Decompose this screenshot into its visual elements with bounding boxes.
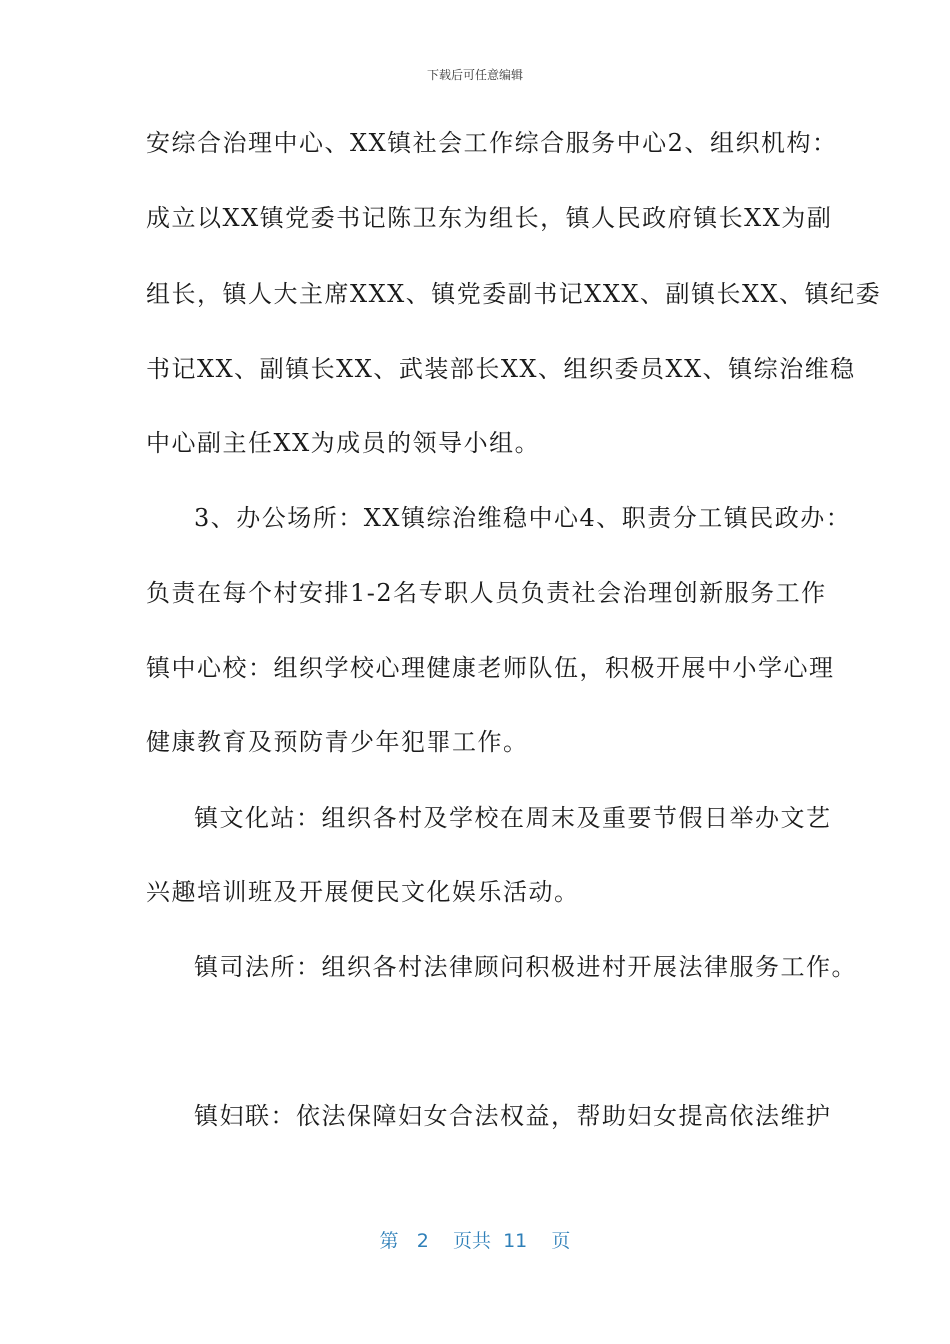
body-line-7: 负责在每个村安排1-2名专职人员负责社会治理创新服务工作 bbox=[146, 579, 827, 607]
body-line-8: 镇中心校：组织学校心理健康老师队伍，积极开展中小学心理 bbox=[146, 654, 835, 682]
body-line-13: 镇妇联：依法保障妇女合法权益，帮助妇女提高依法维护 bbox=[194, 1102, 832, 1130]
page-footer bbox=[0, 1226, 950, 1253]
header-note: 下载后可任意编辑 bbox=[426, 68, 523, 82]
footer-current-page: 2 bbox=[416, 1230, 429, 1252]
body-line-3: 组长，镇人大主席XXX、镇党委副书记XXX、副镇长XX、镇纪委 bbox=[146, 280, 882, 308]
footer-suffix: 页 bbox=[551, 1230, 571, 1252]
body-line-9: 健康教育及预防青少年犯罪工作。 bbox=[146, 728, 529, 756]
body-line-5: 中心副主任XX为成员的领导小组。 bbox=[146, 429, 541, 457]
footer-middle: 页共 bbox=[452, 1230, 491, 1252]
footer-total-pages: 11 bbox=[503, 1230, 528, 1252]
body-line-6: 3、办公场所：XX镇综治维稳中心4、职责分工镇民政办： bbox=[194, 504, 852, 532]
body-line-2: 成立以XX镇党委书记陈卫东为组长，镇人民政府镇长XX为副 bbox=[146, 204, 833, 232]
body-line-12: 镇司法所：组织各村法律顾问积极进村开展法律服务工作。 bbox=[194, 953, 857, 981]
body-line-4: 书记XX、副镇长XX、武装部长XX、组织委员XX、镇综治维稳 bbox=[146, 355, 856, 383]
body-line-10: 镇文化站：组织各村及学校在周末及重要节假日举办文艺 bbox=[194, 804, 832, 832]
footer-prefix: 第 bbox=[379, 1230, 399, 1252]
body-line-1: 安综合治理中心、XX镇社会工作综合服务中心2、组织机构： bbox=[146, 129, 838, 157]
body-line-11: 兴趣培训班及开展便民文化娱乐活动。 bbox=[146, 878, 580, 906]
